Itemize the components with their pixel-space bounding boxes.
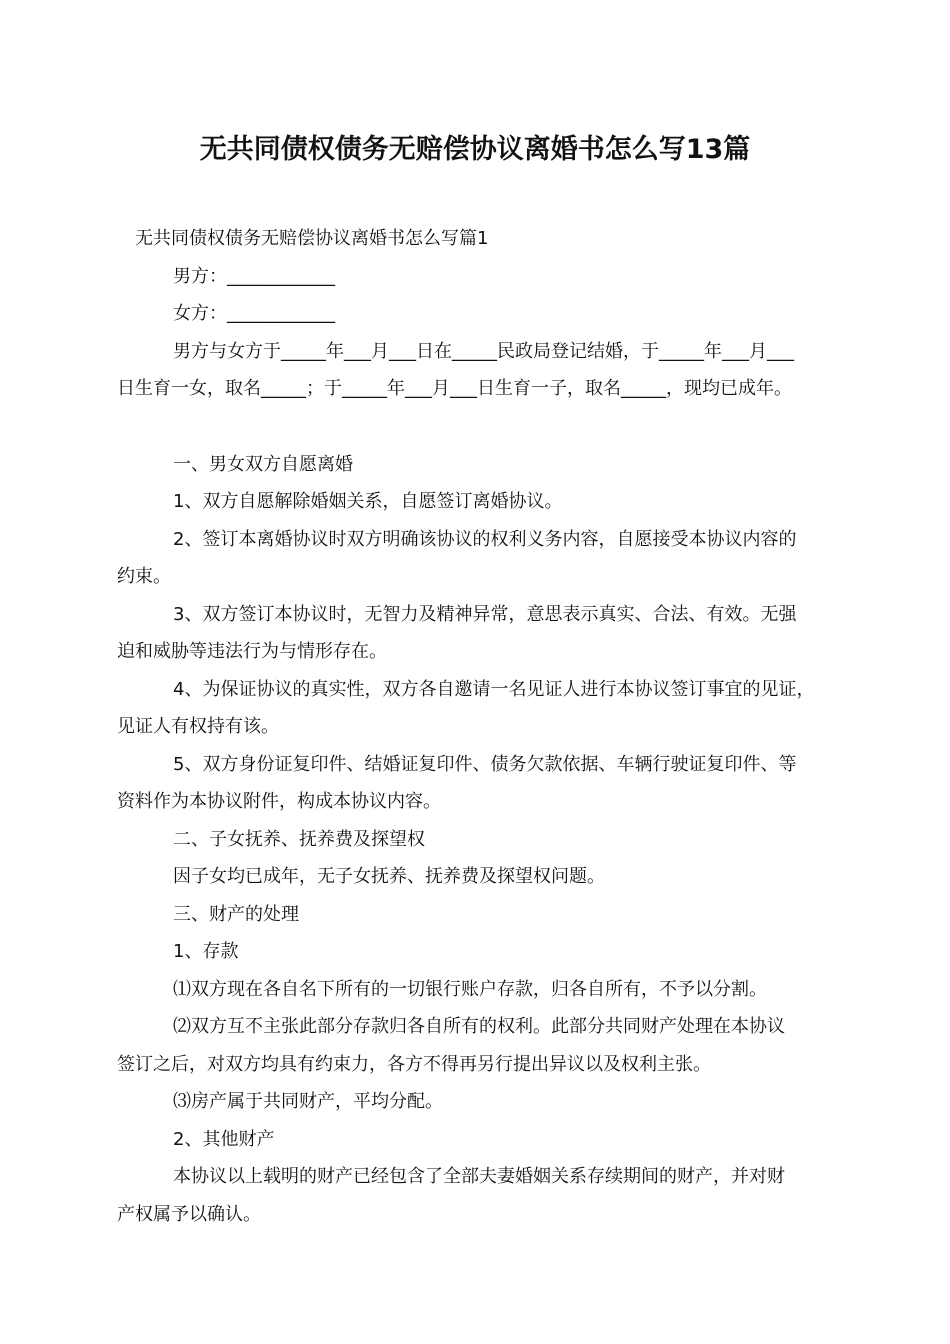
clause-line: 1、双方自愿解除婚姻关系，自愿签订离婚协议。 — [173, 491, 563, 512]
clause-line: 因子女均已成年，无子女抚养、抚养费及探望权问题。 — [173, 866, 605, 887]
document-title: 无共同债权债务无赔偿协议离婚书怎么写13篇 — [199, 134, 751, 165]
clause-line: 产权属予以确认。 — [117, 1203, 261, 1225]
clause-line: 约束。 — [117, 566, 171, 587]
document-body — [117, 220, 841, 1233]
male-party-line — [117, 258, 841, 296]
section-heading: 三、财产的处理 — [173, 903, 299, 925]
female-label: 女方： — [173, 303, 227, 324]
clause-line: 资料作为本协议附件，构成本协议内容。 — [117, 791, 441, 812]
marriage-paragraph-line: 日生育一女，取名_____；于_____年___月___日生育一子，取名_____，现均已成年。 — [117, 378, 792, 399]
clause-line: 2、签订本离婚协议时双方明确该协议的权利义务内容，自愿接受本协议内容的 — [173, 528, 797, 550]
subsection-heading: 1、存款 — [173, 941, 239, 962]
paragraph-gap — [117, 408, 841, 446]
male-label: 男方： — [173, 265, 227, 287]
female-name-blank: ____________ — [227, 303, 335, 324]
clause-line: 迫和威胁等违法行为与情形存在。 — [117, 641, 387, 662]
clause-line: ⑵双方互不主张此部分存款归各自所有的权利。此部分共同财产处理在本协议 — [173, 1016, 785, 1037]
clause-line: 5、双方身份证复印件、结婚证复印件、债务欠款依据、车辆行驶证复印件、等 — [173, 753, 797, 775]
clause-line: 本协议以上载明的财产已经包含了全部夫妻婚姻关系存续期间的财产，并对财 — [173, 1166, 785, 1187]
clause-line: 签订之后，对双方均具有约束力，各方不得再另行提出异议以及权利主张。 — [117, 1053, 711, 1075]
clause-line: 见证人有权持有该。 — [117, 716, 279, 737]
clause-line: ⑶房产属于共同财产，平均分配。 — [173, 1091, 443, 1112]
section-heading: 二、子女抚养、抚养费及探望权 — [173, 828, 425, 850]
marriage-paragraph-line: 男方与女方于_____年___月___日在_____民政局登记结婚，于_____年___月___ — [173, 340, 794, 362]
female-party-line — [117, 295, 841, 333]
clause-line: 4、为保证协议的真实性，双方各自邀请一名见证人进行本协议签订事宜的见证， — [173, 678, 815, 700]
section-subtitle: 无共同债权债务无赔偿协议离婚书怎么写篇1 — [135, 228, 489, 249]
section-heading: 一、男女双方自愿离婚 — [173, 453, 353, 475]
male-name-blank: ____________ — [227, 265, 335, 287]
clause-line: 3、双方签订本协议时，无智力及精神异常，意思表示真实、合法、有效。无强 — [173, 603, 797, 625]
clause-line: ⑴双方现在各自名下所有的一切银行账户存款，归各自所有，不予以分割。 — [173, 978, 767, 1000]
subsection-heading: 2、其他财产 — [173, 1128, 275, 1150]
